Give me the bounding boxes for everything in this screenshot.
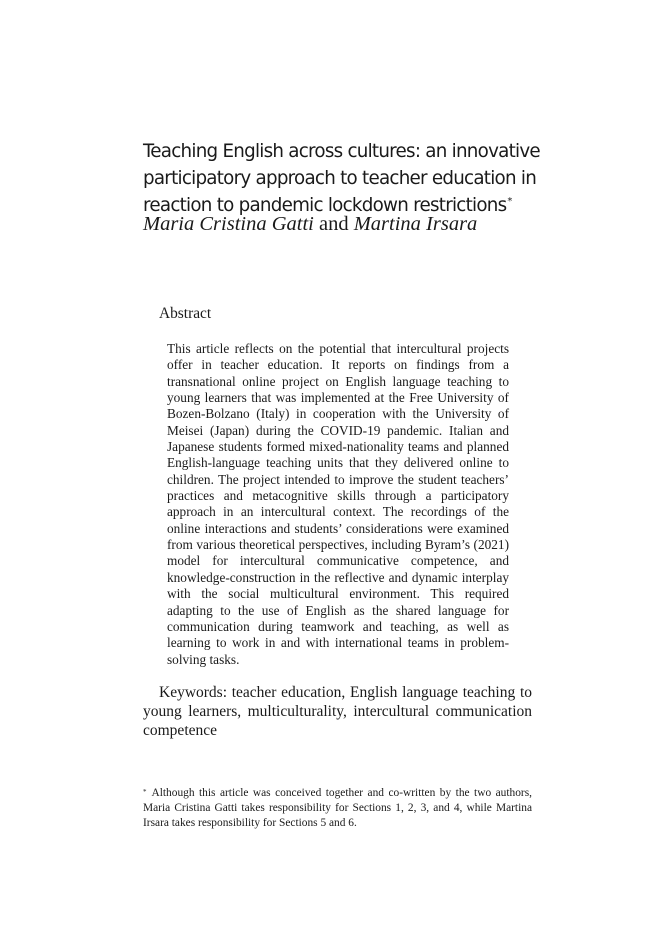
article-authors [143,211,477,237]
title-footnote-marker[interactable]: * [507,196,513,207]
article-title [143,138,543,219]
author-joiner: and [313,213,354,235]
article-title-text: Teaching English across cultures: an innovative participatory approach to teacher education in reaction to pandemic lockdown restrictions [143,141,540,216]
footnote [143,786,532,832]
author-name-1: Maria Cristina Gatti [143,213,314,235]
keywords: Keywords: teacher education, English language teaching to young learners, multiculturality, intercultural communication competence [143,684,532,740]
abstract-text: This article reflects on the potential that intercultural projects offer in teacher education. It reports on findings from a transnational online project on English language teaching to young learners that was implemented at the Free University of Bozen-Bolzano (Italy) in cooperation with the University of Meisei (Japan) during the COVID-19 pandemic. Italian and Japanese students formed mixed-nationality teams and planned English-language teaching units that they delivered online to children. The project intended to improve the student teachers’ practices and metacognitive skills through a participatory approach in an intercultural context. The recordings of the online interactions and students’ considerations were examined from various theoretical perspectives, including Byram’s (2021) model for intercultural communicative competence, and knowledge-construction in the reflective and dynamic interplay with the social multicultural environment. This required adapting to the use of English as the shared language for communication during teamwork and teaching, as well as learning to work in and with international teams in problem-solving tasks. [167,341,509,667]
abstract-heading: Abstract [159,305,212,322]
author-name-2: Martina Irsara [353,213,478,235]
footnote-text: Although this article was conceived together and co-written by the two authors, Maria Cristina Gatti takes responsibility for Sections 1, 2, 3, and 4, while Martina Irsara takes responsibility for Sections 5 and 6. [143,787,532,830]
footnote-marker: * [143,788,147,796]
